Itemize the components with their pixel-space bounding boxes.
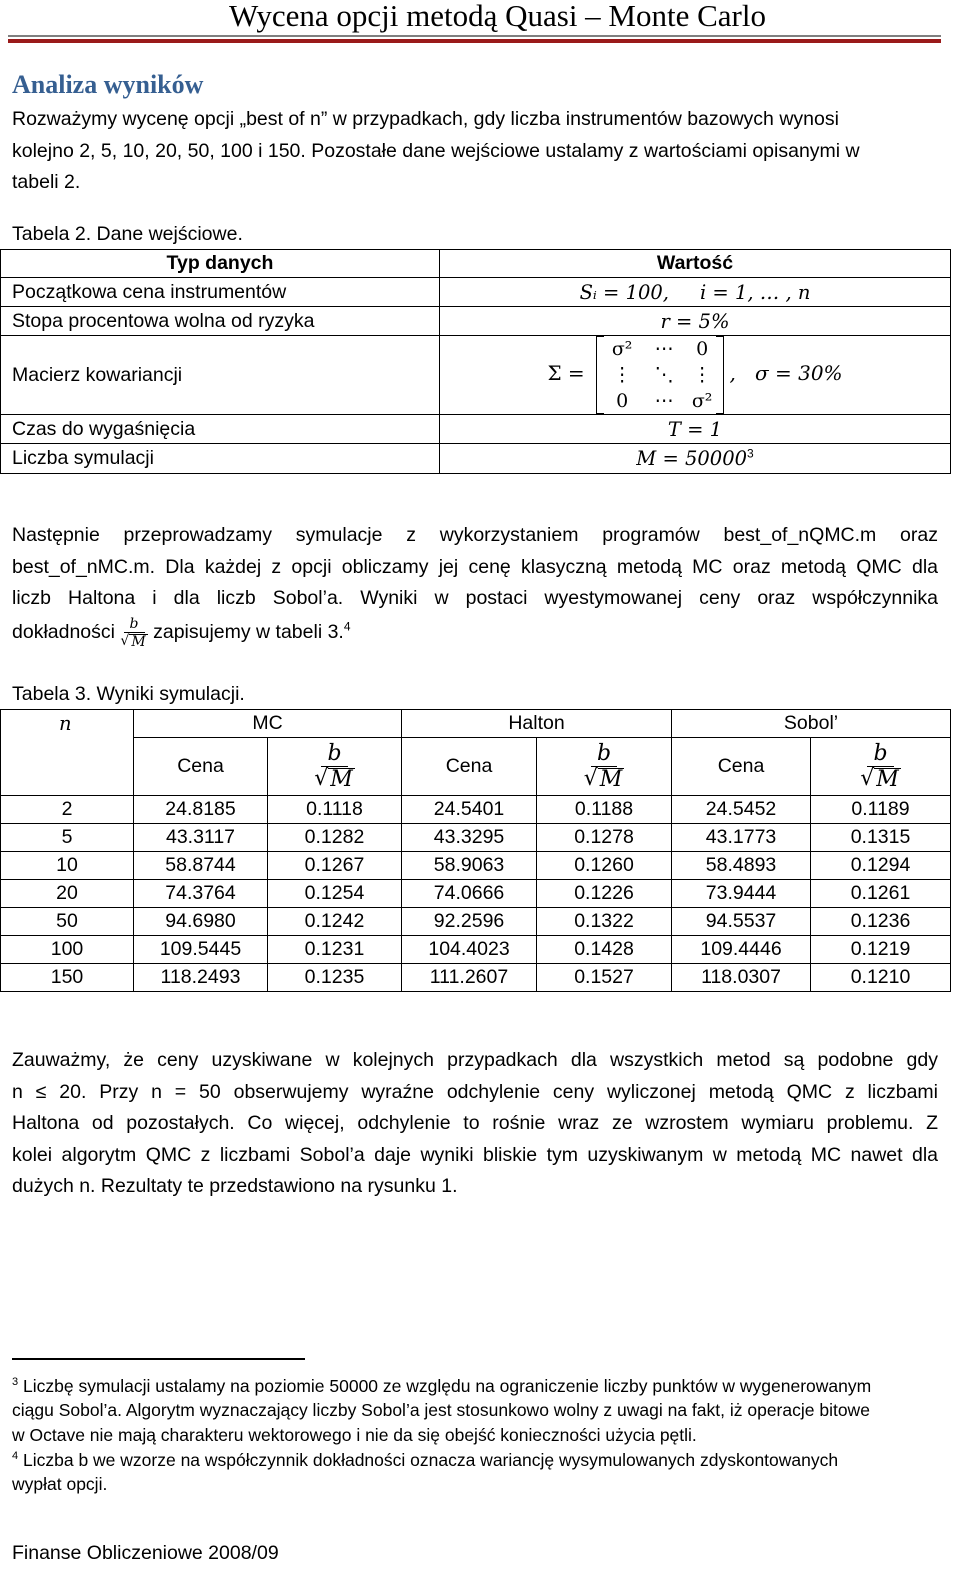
fraction-denominator [860,767,901,791]
row-value [440,444,951,474]
matrix-cell: σ² [691,390,713,412]
table-cell: 74.0666 [402,880,537,908]
table-cell: 104.4023 [402,936,537,964]
footnote-ref: 3 [747,446,754,460]
row-value: Sᵢ = 100, i = 1, … , n [440,278,951,307]
fraction-denominator [584,767,625,791]
running-header-title: Wycena opcji metodą Quasi – Monte Carlo [228,0,766,33]
results-table [0,709,951,992]
text-line: Zauważmy, że ceny uzyskiwane w kolejnych przypadkach dla wszystkich metod są podobne gdy [12,1049,938,1071]
table-cell: 0.1261 [811,880,951,908]
text-fragment: dokładności [12,620,115,643]
text-line [12,617,938,649]
intro-paragraph [12,104,938,199]
subheader-accuracy [537,738,672,796]
table-row [1,880,951,908]
simulation-count: M = 50000 [636,446,748,470]
table-cell: 58.8744 [134,852,268,880]
input-data-table [0,249,951,474]
row-label: Macierz kowariancji [1,336,440,415]
table-cell: 0.1189 [811,796,951,824]
table-cell: 5 [1,824,134,852]
matrix-prefix: Σ = [547,361,585,386]
footnote-mark: 3 [12,1376,19,1388]
table-cell: 74.3764 [134,880,268,908]
footnote-3 [12,1370,942,1448]
covariance-matrix-cell [440,336,951,415]
sqrt-icon: √ [314,766,329,791]
header-cell-type: Typ danych [1,250,440,278]
subheader-price: Cena [402,738,537,796]
sqrt-icon: √ [860,766,875,791]
table-cell: 150 [1,964,134,992]
row-label: Początkowa cena instrumentów [1,278,440,307]
table-row [1,964,951,992]
table-cell: 94.6980 [134,908,268,936]
table-cell: 0.1235 [268,964,402,992]
table-cell: 0.1260 [537,852,672,880]
text-fragment: zapisujemy w tabeli 3. [153,620,344,643]
header-cell-n: n [1,710,134,738]
row-label: Liczba symulacji [1,444,440,474]
matrix-cell: ⋯ [654,390,674,412]
table-cell: 0.1282 [268,824,402,852]
sqrt-radicand: M [131,633,146,650]
table-cell: 0.1428 [537,936,672,964]
table-cell: 0.1267 [268,852,402,880]
table-cell: 0.1315 [811,824,951,852]
footnote-line: wypłat opcji. [12,1474,108,1495]
covariance-matrix [596,336,724,414]
table-cell: 0.1219 [811,936,951,964]
table-cell: 0.1278 [537,824,672,852]
footnote-text: Liczba b we wzorze na współczynnik dokładności oznacza wariancję wysymulowanych zdyskontowanych [23,1449,839,1470]
fraction-numerator: b [591,743,617,767]
text-line: dużych n. Rezultaty te przedstawiono na rysunku 1. [12,1175,458,1198]
table-cell: 0.1294 [811,852,951,880]
table-cell: 100 [1,936,134,964]
table-cell: 50 [1,908,134,936]
table-cell: 109.4446 [672,936,811,964]
page-footer: Finanse Obliczeniowe 2008/09 [12,1542,279,1564]
fraction-numerator: b [867,743,893,767]
table-cell: 0.1226 [537,880,672,908]
table-cell: 118.2493 [134,964,268,992]
accuracy-fraction [583,740,625,792]
table-cell: 43.3117 [134,824,268,852]
fraction-numerator: b [124,617,145,633]
text-line: best_of_nMC.m. Dla każdej z opcji obliczamy jej cenę klasyczną metodą MC oraz metodą QMC dla [12,555,938,578]
footnote-ref: 4 [343,619,351,634]
table-cell: 43.3295 [402,824,537,852]
sqrt-radicand: M [599,766,623,792]
table-cell: 0.1527 [537,964,672,992]
matrix-cell: ⋯ [654,338,674,360]
matrix-cell: 0 [616,390,629,412]
section-heading: Analiza wyników [12,70,204,99]
table-cell: 0.1254 [268,880,402,908]
text-line: kolejno 2, 5, 10, 20, 50, 100 i 150. Pozostałe dane wejściowe ustalamy z wartościami opisanymi w [12,139,860,162]
subheader-accuracy [811,738,951,796]
table2-caption: Tabela 2. Dane wejściowe. [12,223,243,245]
footnote-line [12,1370,942,1398]
table-row [1,278,951,307]
table-row [1,336,951,415]
sqrt-icon: √ [120,633,130,650]
header-cell-sobol: Sobol’ [672,710,951,738]
text-line: Następnie przeprowadzamy symulacje z wykorzystaniem programów best_of_nQMC.m oraz [12,524,938,546]
matrix-cell: ⋱ [654,364,674,386]
table3-caption: Tabela 3. Wyniki symulacji. [12,683,245,705]
row-value: T = 1 [440,415,951,444]
table-cell: 43.1773 [672,824,811,852]
footnote-line [12,1444,942,1472]
sqrt-radicand: M [876,766,899,792]
table-cell: 92.2596 [402,908,537,936]
row-label: Czas do wygaśnięcia [1,415,440,444]
table-cell: 58.9063 [402,852,537,880]
table-cell: 94.5537 [672,908,811,936]
table-cell: 24.5452 [672,796,811,824]
method-paragraph [12,520,938,649]
matrix-cell: 0 [696,338,709,360]
table-row [1,796,951,824]
table-cell: 58.4893 [672,852,811,880]
header-cell-halton: Halton [402,710,672,738]
text-line: Haltona od pozostałych. Co więcej, odchylenie to rośnie wraz ze wzrostem wymiaru problemu. Z [12,1112,938,1135]
header-cell-empty [1,738,134,796]
text-line: tabeli 2. [12,171,81,194]
table-cell: 24.5401 [402,796,537,824]
table-row [1,908,951,936]
subheader-price: Cena [672,738,811,796]
matrix-suffix: , σ = 30% [729,361,843,386]
subheader-price: Cena [134,738,268,796]
matrix-grid [604,336,716,414]
footnote-4 [12,1444,942,1497]
table-row [1,415,951,444]
table-cell: 0.1322 [537,908,672,936]
table-cell: 111.2607 [402,964,537,992]
footnote-mark: 4 [12,1450,19,1462]
table-cell: 20 [1,880,134,908]
row-value: r = 5% [440,307,951,336]
fraction-numerator: b [321,743,347,767]
matrix-cell: σ² [611,338,633,360]
table-cell: 0.1188 [537,796,672,824]
table-cell: 24.8185 [134,796,268,824]
footnote-line: ciągu Sobol’a. Algorytm wyznaczający liczby Sobol’a jest stosunkowo wolny z uwagi na fakt, iż operacje bitowe [12,1400,870,1421]
table-cell: 0.1118 [268,796,402,824]
table-header-row [1,250,951,278]
table-cell: 0.1236 [811,908,951,936]
header-rule-red [8,39,941,43]
text-line: liczb Haltona i dla liczb Sobol’a. Wyniki w postaci wyestymowanej ceny oraz współczynnika [12,587,938,610]
sqrt-icon: √ [583,766,598,791]
text-line: Rozważymy wycenę opcji „best of n” w przypadkach, gdy liczba instrumentów bazowych wynosi [12,108,839,130]
footnote-line: w Octave nie mają charakteru wektorowego i nie da się obejść konieczności użycia pętli. [12,1425,697,1446]
table-subheader-row [1,738,951,796]
table-row [1,852,951,880]
table-row [1,307,951,336]
footnote-text: Liczbę symulacji ustalamy na poziomie 50000 ze względu na ograniczenie liczby punktów w wygenerowanym [23,1375,872,1396]
header-cell-mc: MC [134,710,402,738]
table-cell: 2 [1,796,134,824]
table-header-row [1,710,951,738]
table-row [1,824,951,852]
text-line: kolei algorytm QMC z liczbami Sobol’a daje wyniki bliskie tym uzyskiwanym w metodą MC nawet dla [12,1143,938,1166]
table-cell: 73.9444 [672,880,811,908]
table-cell: 0.1210 [811,964,951,992]
table-cell: 10 [1,852,134,880]
accuracy-fraction [314,740,355,792]
matrix-bracket-right [716,336,724,414]
table-row [1,444,951,474]
matrix-cell: ⋮ [692,364,712,386]
text-line: n ≤ 20. Przy n = 50 obserwujemy wyraźne odchylenie ceny wyliczonej metodą QMC z liczbami [12,1080,938,1103]
fraction-denominator [314,767,355,791]
row-label: Stopa procentowa wolna od ryzyka [1,307,440,336]
accuracy-fraction [860,740,901,792]
table-cell: 0.1242 [268,908,402,936]
results-table-body [1,796,951,992]
matrix-bracket-left [596,336,604,414]
header-cell-value: Wartość [440,250,951,278]
sqrt-radicand: M [330,766,353,792]
subheader-accuracy [268,738,402,796]
table-cell: 109.5445 [134,936,268,964]
fraction-denominator [120,633,147,649]
table-cell: 0.1231 [268,936,402,964]
table-cell: 118.0307 [672,964,811,992]
footnote-separator [12,1358,305,1360]
table-row [1,936,951,964]
conclusion-paragraph [12,1045,938,1203]
matrix-cell: ⋮ [612,364,632,386]
header-rule-gray [8,35,941,37]
accuracy-fraction [120,617,147,649]
